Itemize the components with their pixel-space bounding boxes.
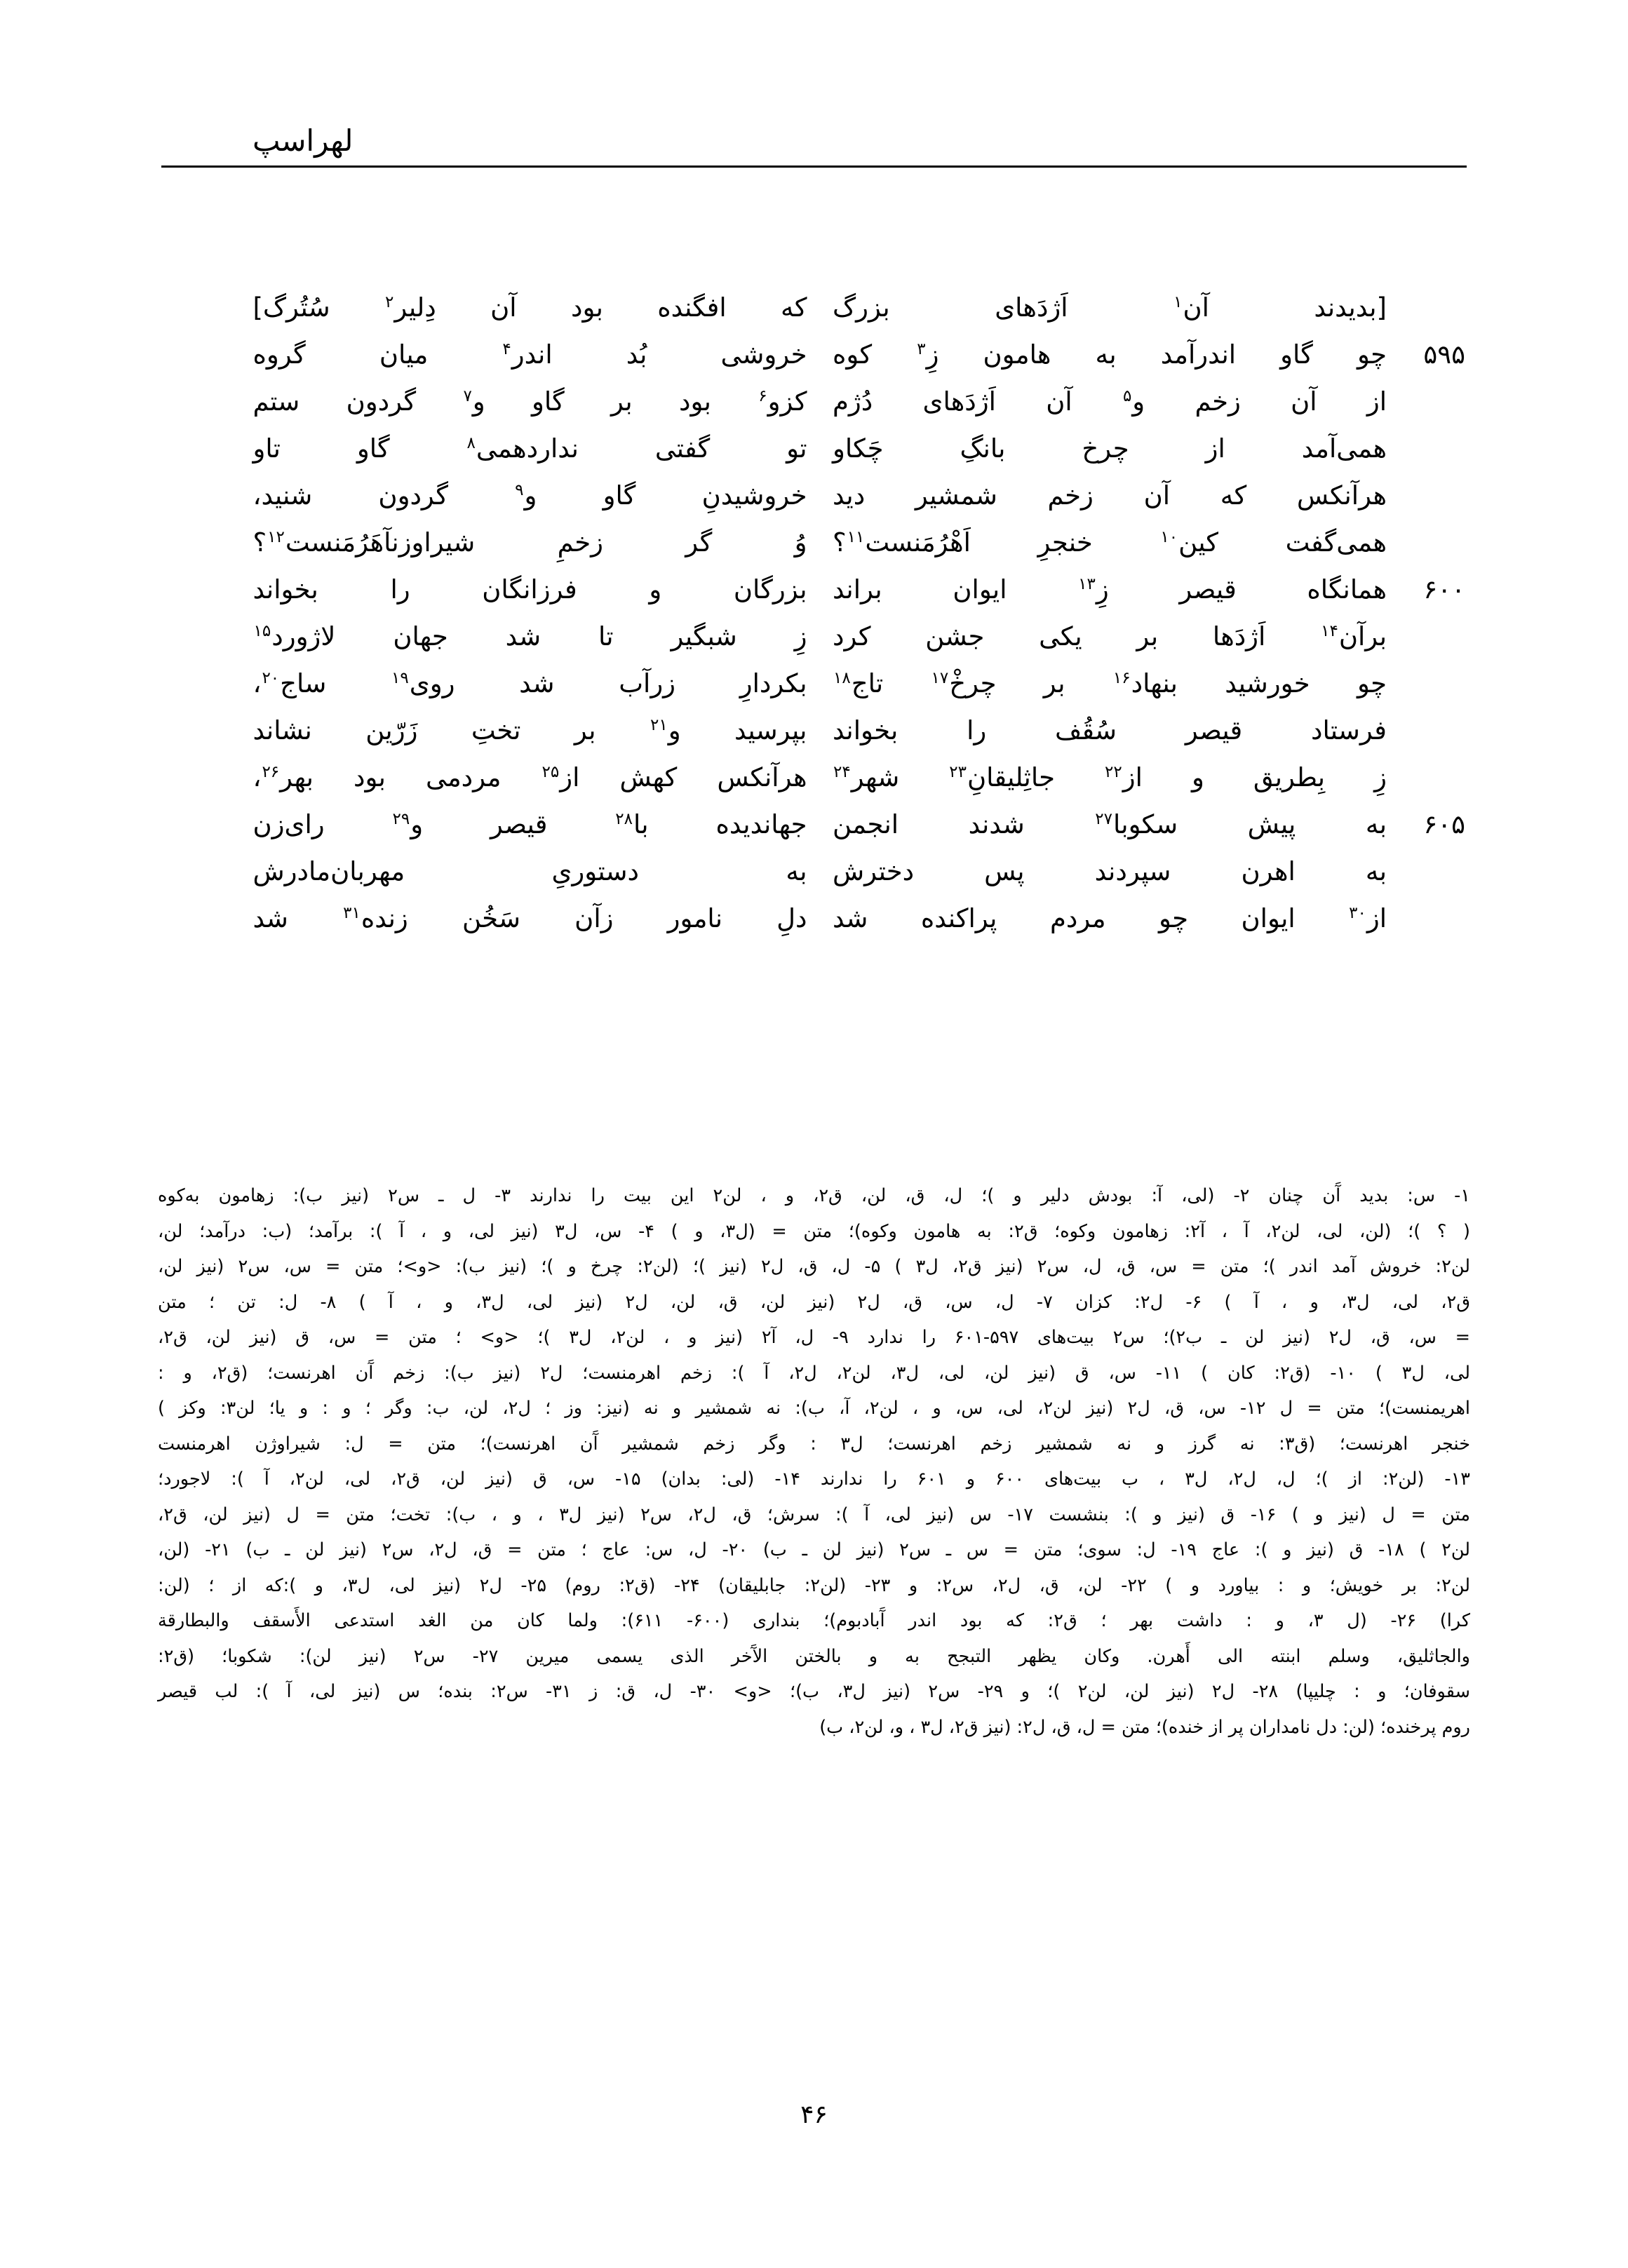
hemistich-left <box>161 623 814 651</box>
hemistich-left <box>161 576 814 604</box>
apparatus-line: ق۲، لی، ل۳، و ، آ ) ۶- ل۲: کزان ۷- ل، س، ق، ل۲ (نیز لن، ق، لن، ل۲ (نیز لی، ل۳، و ، آ ) ۸- ل: تن ؛ متن <box>158 1291 1470 1313</box>
hemistich-right <box>814 386 1467 417</box>
hemistich-right-text: برآن$^{۱۴}$ اَژدَها بر یکی جشن کرد <box>833 621 1387 652</box>
hemistich-right-text: همانگاه قیصر زِ$^{۱۳}$ ایوان براند <box>833 574 1387 605</box>
verse-couplet <box>161 433 1467 482</box>
hemistich-right <box>814 811 1467 839</box>
verse-couplet <box>161 717 1467 764</box>
hemistich-left-text: کزو$^۶$ بود بر گاو و$^۷$ گردون ستم <box>253 386 807 417</box>
hemistich-right-text: همی‌گفت کین$^{۱۰}$ خنجرِ اَهْرُمَنست$^{۱۱}$؟ <box>833 527 1387 558</box>
hemistich-left <box>161 811 814 839</box>
running-head: لهراسپ <box>253 123 354 158</box>
hemistich-right-text: به پیش سکوبا$^{۲۷}$ شدند انجمن <box>833 809 1387 839</box>
verse-couplet <box>161 670 1467 717</box>
hemistich-right-text: چو خورشید بنهاد$^{۱۶}$ بر چرخْ$^{۱۷}$ تاج$^{۱۸}$ <box>833 668 1387 698</box>
apparatus-criticus <box>158 1178 1470 1745</box>
verse-couplet <box>161 529 1467 576</box>
hemistich-left-text: وُ گر زخمِ شیراوزنآهَرُمَنست$^{۱۲}$؟ <box>253 527 807 558</box>
verse-couplet <box>161 811 1467 858</box>
verse-number: ۶۰۵ <box>1423 809 1465 839</box>
hemistich-left <box>161 433 814 464</box>
hemistich-right-text: چو گاو اندرآمد به هامون زِ$^۳$ کوه <box>833 339 1387 370</box>
hemistich-right-text: از آن زخم و$^۵$ آن اَژدَهای دُژم <box>833 386 1387 417</box>
verse-couplet <box>161 576 1467 623</box>
verse-number: ۶۰۰ <box>1423 574 1465 605</box>
apparatus-line: لن۲: بر خویش؛ و : بیاورد و ) ۲۲- لن، ق، ل۲، س۲: و ۲۳- (لن۲: جابلیقان) ۲۴- (ق۲: روم) ۲۵- ل۲ (نیز لی، ل۳، و ):که از ؛ (لن: <box>158 1574 1471 1596</box>
apparatus-line: خنجر اهرنست؛ (ق۳: نه گرز و نه شمشیر زخم اهرنست؛ ل۳ : وگر زخم شمشیر آَن اهرنست)؛ متن = ل: شیراوژن اهرمنست <box>158 1433 1470 1454</box>
hemistich-left <box>161 858 814 886</box>
hemistich-right <box>814 292 1467 323</box>
apparatus-line: لن۲ ) ۱۸- ق (نیز و ): عاج ۱۹- ل: سوی؛ متن = س ـ س۲ (نیز لن ـ ب) ۲۰- ل، س: عاج ؛ متن = ق، ل۲، س۲ (نیز لن ـ ب) ۲۱- (لن، <box>158 1539 1471 1560</box>
hemistich-right-text: همی‌آمد از چرخ بانگِ چَکاو <box>833 433 1387 464</box>
hemistich-right <box>814 670 1467 698</box>
verse-couplet <box>161 482 1467 529</box>
hemistich-left-text: که افگنده بود آن دِلیر$^۲$ سُتُرگ] <box>253 292 807 323</box>
apparatus-line: اهریمنست)؛ متن = ل ۱۲- س، ق، ل۲ (نیز لن۲، لی، س، و ، لن۲، آ، ب): نه شمشیر و نه (نیز: وز ؛ ل۲، لن، ب: وگر ؛ و : و یا؛ لن۳: وکز ) <box>158 1398 1471 1419</box>
hemistich-right <box>814 764 1467 792</box>
apparatus-line: ۱۳- (لن۲: از )؛ ل، ل۲، ل۳ ، ب بیت‌های ۶۰۰ و ۶۰۱ را ندارند ۱۴- (لی: بدان) ۱۵- س، ق (نیز لن، ق۲، لی، لن۲، آ ): لاجورد؛ <box>158 1469 1470 1490</box>
apparatus-line: لی، ل۳ ) ۱۰- (ق۲: کان ) ۱۱- س، ق (نیز لن، لی، ل۳، لن۲، ل۲، آ ): زخم اهرمنست؛ ل۲ (نیز ب): زخم آَن اهرنست؛ (ق۲، و : <box>158 1362 1470 1384</box>
hemistich-left <box>161 386 814 417</box>
hemistich-left-text: زِ شبگیر تا شد جهان لاژورد$^{۱۵}$ <box>253 621 807 652</box>
hemistich-right <box>814 576 1467 604</box>
apparatus-line: ۱- س: بدید آَن چنان ۲- (لی، آ: بودش دلیر و )؛ ل، ق، لن، ق۲، و ، لن۲ این بیت را ندارند ۳- ل ـ س۲ (نیز ب): زهامون به‌کوه <box>158 1185 1470 1206</box>
hemistich-left-text: تو گفتی نداردهمی$^۸$ گاو تاو <box>253 433 807 464</box>
header-rule <box>161 166 1467 168</box>
hemistich-right <box>814 482 1467 510</box>
hemistich-left <box>161 529 814 557</box>
hemistich-left <box>161 717 814 745</box>
hemistich-left-text: خروشی بُد اندر$^۴$ میان گروه <box>253 339 807 370</box>
apparatus-line: سقوفان؛ و : چلیپا) ۲۸- ل۲ (نیز لن، لن۲ )؛ و ۲۹- س۲ (نیز ل۳، ب)؛ <و> ۳۰- ل، ق: ز ۳۱- س۲: بنده؛ س (نیز لی، آ ): لب قیصر <box>158 1681 1471 1702</box>
hemistich-left <box>161 482 814 510</box>
verse-couplet <box>161 623 1467 670</box>
apparatus-line: متن = ل (نیز و ) ۱۶- ق (نیز و ): بنشست ۱۷- س (نیز لی، آ ): سرش؛ ق، ل۲، س۲ (نیز ل۳ ، و ، ب): تخت؛ متن = ل (نیز لن، ق۲، <box>158 1504 1470 1525</box>
hemistich-right <box>814 529 1467 557</box>
hemistich-right <box>814 717 1467 745</box>
page-header <box>161 123 1467 189</box>
hemistich-right <box>814 905 1467 933</box>
apparatus-line: روم پرخنده؛ (لن: دل نامداران پر از خنده)؛ متن = ل، ق، ل۲: (نیز ق۲، ل۳ ، و، لن۲، ب) <box>819 1716 1470 1738</box>
hemistich-left-text: هرآنکس کهش از$^{۲۵}$ مردمی بود بهر$^{۲۶}$، <box>253 762 807 792</box>
hemistich-left-text: بزرگان و فرزانگان را بخواند <box>253 574 807 605</box>
hemistich-left-text: بکردارِ زرآب شد روی$^{۱۹}$ ساج$^{۲۰}$، <box>253 668 807 698</box>
hemistich-right <box>814 858 1467 886</box>
verse-couplet <box>161 764 1467 811</box>
hemistich-right <box>814 339 1467 370</box>
hemistich-left-text: بپرسید و$^{۲۱}$ بر تختِ زَرّین نشاند <box>253 715 807 745</box>
apparatus-line: ( ؟ )؛ (لن، لی، لن۲، آ ، آ۲: زهامون وکوه؛ ق۲: به هامون وکوه)؛ متن = (ل۳، و ) ۴- س، ل۳ (نیز لی، و ، آ ): برآمد؛ (ب: درآمد؛ لن، <box>158 1220 1470 1242</box>
hemistich-right-text: [بدیدند آن$^۱$ اَژدَهای بزرگ <box>833 292 1387 323</box>
hemistich-left-text: جهاندیده با$^{۲۸}$ قیصر و$^{۲۹}$ رای‌زن <box>253 809 807 839</box>
hemistich-right-text: فرستاد قیصر سُقُف را بخواند <box>833 715 1387 745</box>
hemistich-left <box>161 292 814 323</box>
hemistich-left <box>161 670 814 698</box>
hemistich-right-text: زِ بِطریق و از$^{۲۲}$ جاثِلیقانِ$^{۲۳}$ شهر$^{۲۴}$ <box>833 762 1387 792</box>
verse-couplet <box>161 292 1467 342</box>
apparatus-line: = س، ق، ل۲ (نیز لن ـ ب۲)؛ س۲ بیت‌های ۵۹۷-۶۰۱ را ندارد ۹- ل، آ۲ (نیز و ، لن۲، ل۳ )؛ <و> ؛ متن = س، ق (نیز لن، ق۲، <box>158 1327 1471 1348</box>
verse-block <box>161 292 1467 952</box>
verse-couplet <box>161 339 1467 389</box>
verse-couplet <box>161 858 1467 905</box>
hemistich-left <box>161 905 814 933</box>
hemistich-right-text: هرآنکس که آن زخم شمشیر دید <box>833 480 1387 511</box>
hemistich-right-text: به اهرن سپردند پس دخترش <box>833 856 1387 886</box>
hemistich-right-text: از$^{۳۰}$ ایوان چو مردم پراکنده شد <box>833 903 1387 933</box>
hemistich-left <box>161 764 814 792</box>
verse-couplet <box>161 386 1467 436</box>
hemistich-left <box>161 339 814 370</box>
hemistich-right <box>814 623 1467 651</box>
apparatus-line: والجاثلیق، وسلم ابنته الی أَهرن. وکان یظهر التبجح به و بالختن الآَخر الذی یسمی میرین ۲۷- س۲ (نیز لن): شکوبا؛ (ق۲: <box>158 1645 1470 1667</box>
verse-couplet <box>161 905 1467 952</box>
verse-number: ۵۹۵ <box>1423 339 1465 370</box>
hemistich-left-text: خروشیدنِ گاو و$^۹$ گردون شنید، <box>253 480 807 511</box>
hemistich-right <box>814 433 1467 464</box>
hemistich-left-text: دلِ نامور زآن سَخُن زنده$^{۳۱}$ شد <box>253 903 807 933</box>
folio-number: ۴۶ <box>800 2100 828 2129</box>
apparatus-line: کرا) ۲۶- (ل ۳، و : داشت بهر ؛ ق۲: که بود اندر آَبادبوم)؛ بنداری (۶۰۰- ۶۱۱): ولما کان من الغد استدعی الأَسقف والبطارقة <box>158 1610 1471 1631</box>
apparatus-line: لن۲: خروش آمد اندر )؛ متن = س، ق، ل، س۲ (نیز ق۲، ل۳ ) ۵- ل، ق، ل۲ (نیز )؛ (لن۲: چرخ و )؛ (نیز ب): <و>؛ متن = س، س۲ (نیز لن، <box>158 1256 1471 1277</box>
hemistich-left-text: به دستوریِ مهربان‌مادرش <box>253 856 807 886</box>
